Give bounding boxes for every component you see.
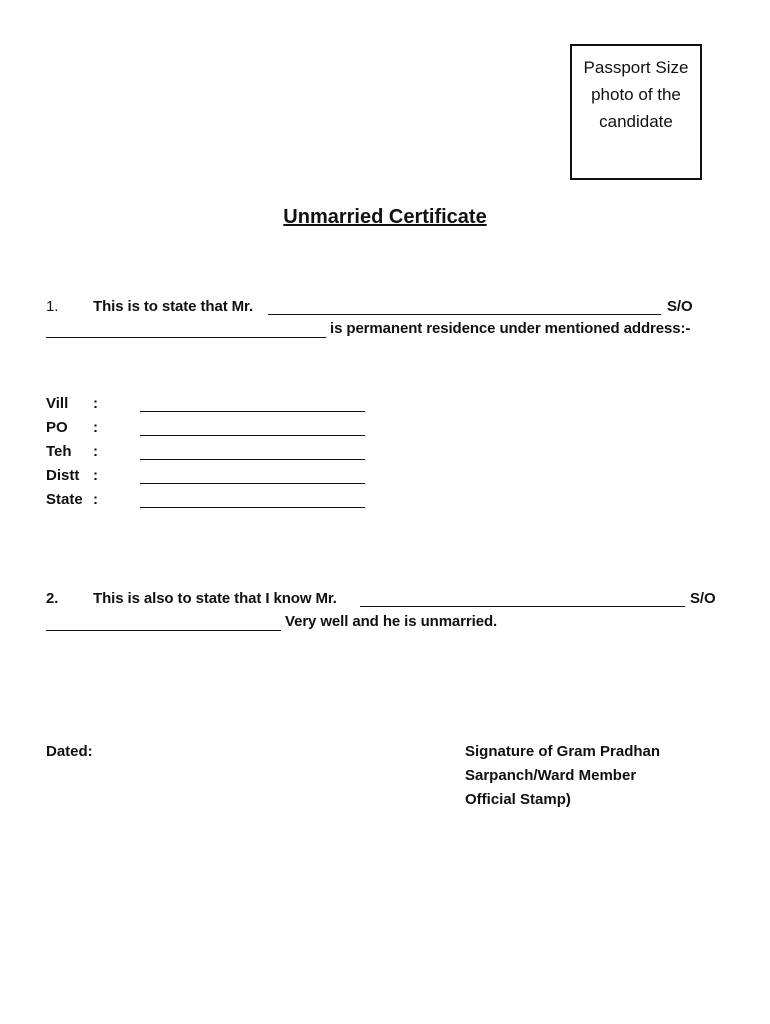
address-label-po: PO — [46, 419, 68, 436]
address-label-state: State — [46, 491, 83, 508]
para2-line1-text: This is also to state that I know Mr. — [93, 590, 337, 607]
document-title: Unmarried Certificate — [283, 206, 487, 228]
para2-father-name-blank[interactable] — [46, 630, 281, 631]
address-label-teh: Teh — [46, 443, 72, 460]
address-teh-blank[interactable] — [140, 459, 365, 460]
para1-line1-text: This is to state that Mr. — [93, 298, 254, 315]
address-colon: : — [93, 443, 98, 460]
para2-so-label: S/O — [690, 590, 716, 607]
dated-label: Dated: — [46, 743, 93, 760]
signature-line-2: Sarpanch/Ward Member — [465, 767, 637, 784]
address-colon: : — [93, 419, 98, 436]
address-state-blank[interactable] — [140, 507, 365, 508]
para1-number: 1. — [46, 298, 59, 315]
para1-so-label: S/O — [667, 298, 693, 315]
signature-line-3: Official Stamp) — [465, 791, 571, 808]
photo-box-line-1: Passport Size — [583, 58, 689, 77]
address-distt-blank[interactable] — [140, 483, 365, 484]
address-label-vill: Vill — [46, 395, 69, 412]
para1-line2-text: is permanent residence under mentioned address:- — [330, 320, 691, 337]
para2-number: 2. — [46, 590, 59, 607]
para1-father-name-blank[interactable] — [46, 337, 326, 338]
passport-photo-box — [570, 44, 702, 180]
para2-name-blank[interactable] — [360, 606, 685, 607]
address-colon: : — [93, 467, 98, 484]
address-colon: : — [93, 395, 98, 412]
signature-line-1: Signature of Gram Pradhan — [465, 743, 661, 760]
address-colon: : — [93, 491, 98, 508]
para2-line2-text: Very well and he is unmarried. — [285, 613, 498, 630]
photo-box-line-2: photo of the — [591, 85, 681, 104]
para1-name-blank[interactable] — [268, 314, 661, 315]
photo-box-line-3: candidate — [599, 112, 673, 131]
address-po-blank[interactable] — [140, 435, 365, 436]
address-vill-blank[interactable] — [140, 411, 365, 412]
address-label-distt: Distt — [46, 467, 80, 484]
